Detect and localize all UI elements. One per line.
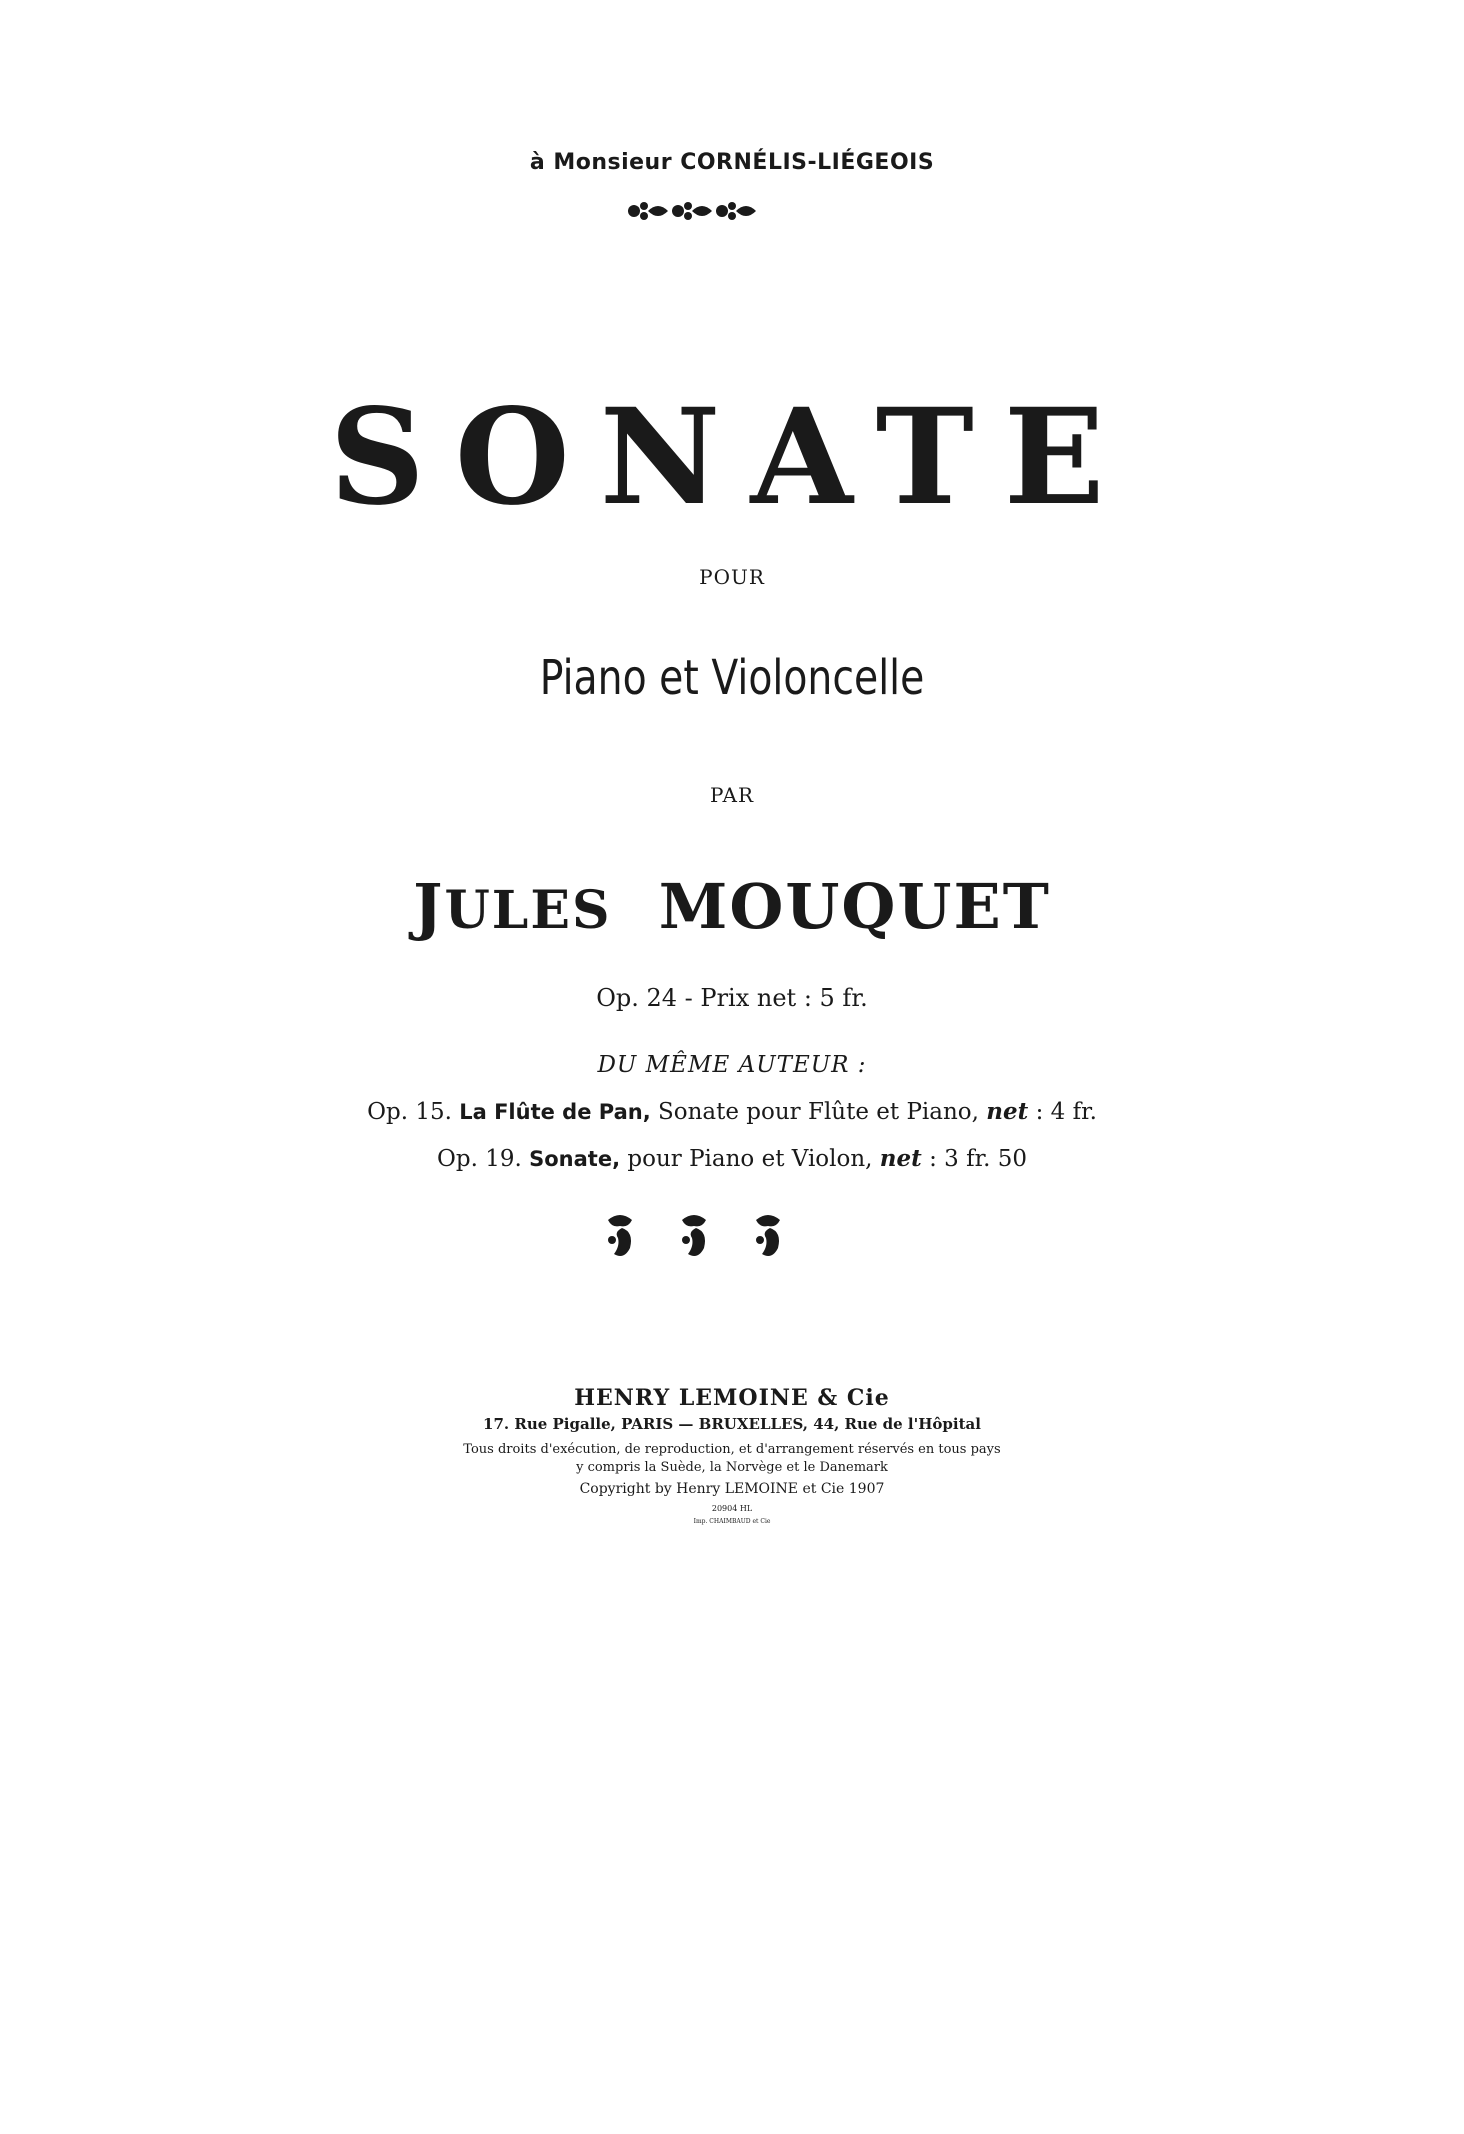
work-opus: Op. 19.	[437, 1146, 522, 1172]
publisher-name: HENRY LEMOINE & Cie	[574, 1385, 890, 1411]
work-list-item	[0, 1145, 1464, 1172]
rights-notice-line2: y compris la Suède, la Norvège et le Danemark	[576, 1460, 888, 1475]
composer-name	[0, 870, 1464, 943]
work-price: : 4 fr.	[1035, 1099, 1097, 1125]
work-description: pour Piano et Violon,	[627, 1146, 873, 1172]
pour-label: POUR	[699, 565, 765, 589]
composer-last-name: MOUQUET	[658, 870, 1051, 943]
flower-ornament-icon	[590, 1210, 802, 1270]
work-description: Sonate pour Flûte et Piano,	[658, 1099, 979, 1125]
rights-notice-line1: Tous droits d'exécution, de reproduction, et d'arrangement réservés en tous pays	[463, 1442, 1001, 1457]
work-price: : 3 fr. 50	[929, 1146, 1027, 1172]
publisher-address: 17. Rue Pigalle, PARIS — BRUXELLES, 44, Rue de l'Hôpital	[483, 1415, 981, 1433]
work-title: Sonate,	[529, 1147, 621, 1171]
same-author-heading: DU MÊME AUTEUR :	[597, 1052, 867, 1078]
work-opus: Op. 15.	[367, 1099, 452, 1125]
composer-first-initial: J	[413, 870, 445, 943]
dedication: à Monsieur CORNÉLIS-LIÉGEOIS	[529, 150, 935, 175]
opus-price: Op. 24 - Prix net : 5 fr.	[596, 984, 868, 1012]
work-net-label: net	[986, 1098, 1029, 1125]
copyright-notice: Copyright by Henry LEMOINE et Cie 1907	[579, 1481, 885, 1497]
par-label: PAR	[709, 783, 755, 807]
vine-ornament-icon	[622, 196, 762, 226]
work-title: La Flûte de Pan,	[459, 1100, 651, 1124]
main-title: SONATE	[329, 380, 1135, 535]
work-net-label: net	[879, 1145, 922, 1172]
work-list-item	[0, 1098, 1464, 1125]
plate-number: 20904 HL	[711, 1504, 753, 1513]
printer-credit: Imp. CHAIMBAUD et Cie	[693, 1518, 771, 1525]
instrumentation: Piano et Violoncelle	[539, 650, 925, 706]
composer-first-rest: ULES	[444, 880, 612, 941]
